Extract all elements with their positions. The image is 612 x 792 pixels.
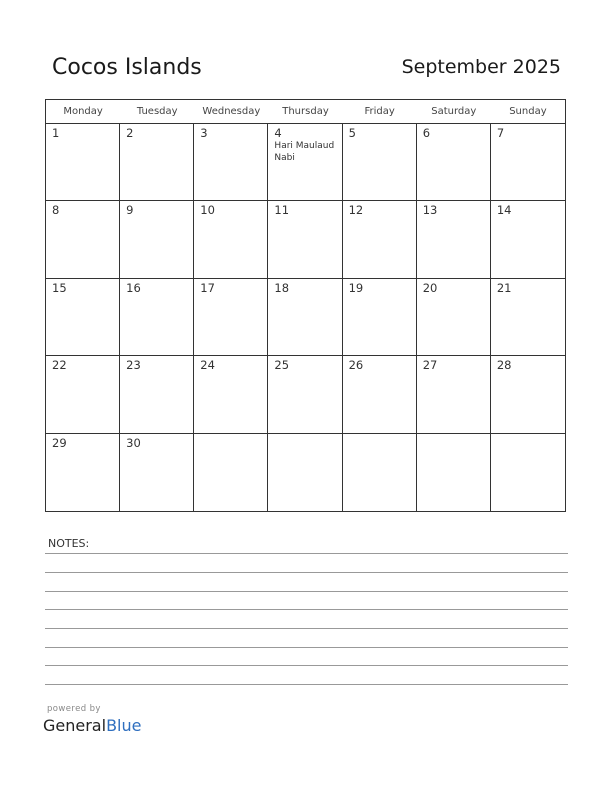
day-cell bbox=[46, 434, 120, 511]
day-number: 12 bbox=[348, 203, 364, 218]
note-line bbox=[45, 591, 568, 592]
day-number: 29 bbox=[52, 435, 67, 450]
day-number: 28 bbox=[496, 358, 512, 373]
day-cell bbox=[120, 279, 194, 356]
note-line bbox=[45, 647, 568, 648]
day-cell bbox=[343, 434, 417, 511]
note-line bbox=[45, 572, 568, 573]
day-cell bbox=[46, 201, 120, 278]
day-number: 2 bbox=[126, 126, 134, 140]
day-cell bbox=[120, 434, 194, 511]
day-cell bbox=[46, 279, 120, 356]
day-number: 14 bbox=[496, 203, 512, 218]
note-line bbox=[45, 684, 568, 685]
calendar-month: September 2025 bbox=[401, 56, 561, 78]
day-cell bbox=[194, 201, 268, 278]
day-number: 15 bbox=[52, 280, 67, 295]
calendar-grid bbox=[45, 99, 566, 512]
day-cell bbox=[268, 201, 342, 278]
day-number: 3 bbox=[200, 126, 208, 140]
day-number: 27 bbox=[422, 358, 438, 373]
day-cell bbox=[194, 434, 268, 511]
day-number: 5 bbox=[348, 126, 356, 140]
day-cell bbox=[268, 124, 342, 201]
day-cell bbox=[491, 201, 565, 278]
weekday-header: Friday bbox=[343, 100, 417, 124]
day-number: 26 bbox=[348, 358, 364, 373]
day-number: 11 bbox=[274, 203, 290, 218]
day-cell bbox=[343, 124, 417, 201]
weekday-header: Monday bbox=[46, 100, 120, 124]
day-number: 18 bbox=[274, 280, 290, 295]
day-number: 10 bbox=[200, 203, 215, 218]
day-cell bbox=[120, 201, 194, 278]
day-number: 7 bbox=[496, 126, 505, 140]
note-line bbox=[45, 609, 568, 610]
day-cell bbox=[120, 124, 194, 201]
day-number: 20 bbox=[422, 280, 438, 295]
day-cell bbox=[46, 124, 120, 201]
day-cell bbox=[491, 434, 565, 511]
calendar-title: Cocos Islands bbox=[52, 55, 202, 80]
day-cell bbox=[194, 124, 268, 201]
day-number: 25 bbox=[274, 358, 290, 373]
day-cell bbox=[491, 279, 565, 356]
powered-by-text: powered by bbox=[47, 704, 101, 714]
day-cell bbox=[343, 356, 417, 433]
note-line bbox=[45, 665, 568, 666]
day-cell bbox=[343, 279, 417, 356]
day-cell bbox=[194, 356, 268, 433]
day-cell bbox=[417, 356, 491, 433]
day-number: 4 bbox=[274, 126, 282, 140]
day-number: 17 bbox=[200, 280, 215, 295]
weekday-header: Wednesday bbox=[194, 100, 268, 124]
logo-blue-text: Blue bbox=[106, 716, 142, 735]
day-number: 9 bbox=[126, 203, 134, 218]
generalblue-logo bbox=[43, 716, 141, 735]
day-cell bbox=[491, 356, 565, 433]
day-number: 23 bbox=[126, 358, 141, 373]
day-cell bbox=[46, 356, 120, 433]
notes-label: NOTES: bbox=[48, 537, 90, 550]
day-cell bbox=[417, 201, 491, 278]
logo-general-text: General bbox=[43, 716, 107, 735]
day-number: 16 bbox=[126, 280, 141, 295]
weekday-header: Saturday bbox=[417, 100, 491, 124]
holiday-label: Hari Maulaud Nabi bbox=[274, 141, 335, 163]
day-number: 21 bbox=[496, 280, 512, 295]
day-cell bbox=[343, 201, 417, 278]
weekday-header: Sunday bbox=[491, 100, 565, 124]
day-number: 22 bbox=[52, 358, 67, 373]
day-cell bbox=[417, 279, 491, 356]
day-number: 13 bbox=[422, 203, 438, 218]
day-cell bbox=[417, 434, 491, 511]
day-cell bbox=[120, 356, 194, 433]
day-number: 24 bbox=[200, 358, 215, 373]
day-cell bbox=[491, 124, 565, 201]
day-number: 19 bbox=[348, 280, 364, 295]
day-cell bbox=[268, 356, 342, 433]
weekday-header: Tuesday bbox=[120, 100, 194, 124]
day-cell bbox=[268, 279, 342, 356]
weekday-header: Thursday bbox=[268, 100, 342, 124]
day-number: 6 bbox=[422, 126, 431, 140]
day-cell bbox=[417, 124, 491, 201]
day-number: 8 bbox=[52, 203, 60, 218]
note-line bbox=[45, 553, 568, 554]
note-line bbox=[45, 628, 568, 629]
day-cell bbox=[194, 279, 268, 356]
day-number: 30 bbox=[126, 435, 141, 450]
day-number: 1 bbox=[52, 126, 60, 140]
day-cell bbox=[268, 434, 342, 511]
